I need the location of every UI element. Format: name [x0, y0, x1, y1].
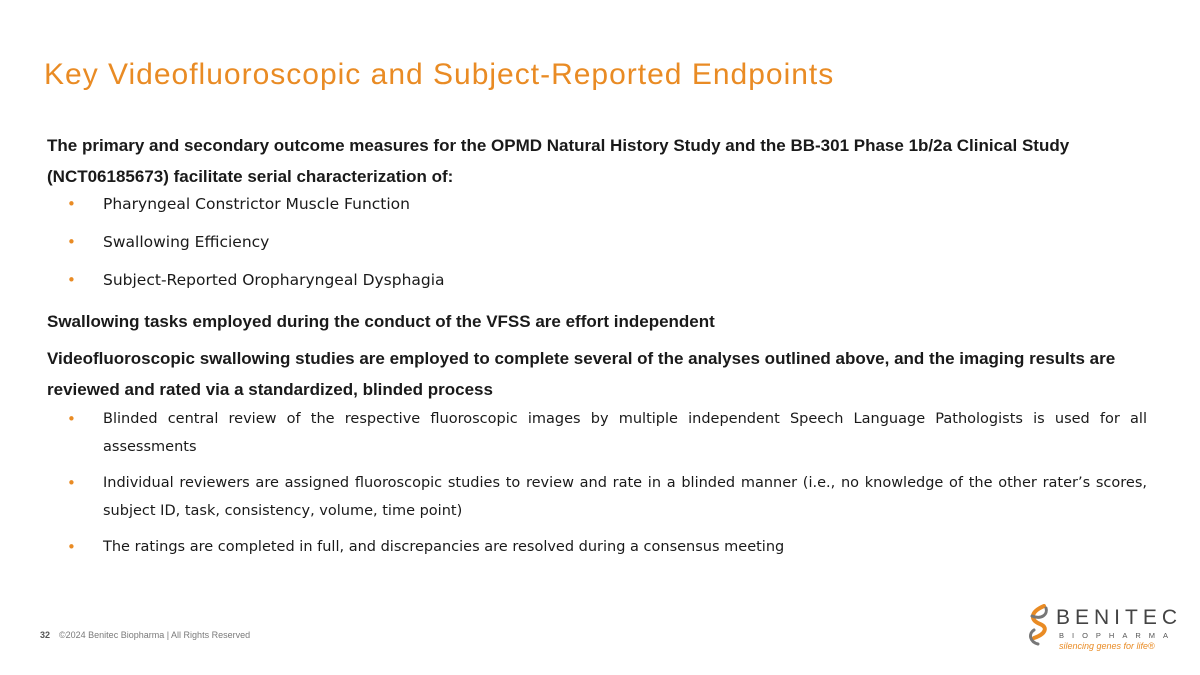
list-item: [47, 230, 1147, 255]
list-item: [47, 469, 1147, 525]
list-item-text: Blinded central review of the respective fluoroscopic images by multiple independent Speech Language Pathologists is used for all assessments: [103, 411, 1147, 455]
effort-statement: Swallowing tasks employed during the conduct of the VFSS are effort independent: [47, 312, 715, 331]
page-number: 32: [40, 630, 51, 640]
list-item: [47, 192, 1147, 217]
bullet-icon: •: [67, 410, 76, 428]
slide-title: Key Videofluoroscopic and Subject-Reported Endpoints: [44, 58, 835, 91]
review-process-list: [47, 405, 1147, 561]
slide-content: [47, 130, 1147, 569]
company-logo: [1026, 604, 1183, 656]
vfss-statement: Videofluoroscopic swallowing studies are employed to complete several of the analyses outlined above, and the imaging results are reviewed and rated via a standardized, blinded process: [47, 349, 1116, 399]
logo-name: BENITEC: [1056, 606, 1183, 629]
bullet-icon: •: [67, 195, 76, 213]
list-item-text: The ratings are completed in full, and discrepancies are resolved during a consensus meeting: [103, 539, 785, 555]
list-item: [47, 268, 1147, 293]
list-item: [47, 405, 1147, 461]
list-item-text: Pharyngeal Constrictor Muscle Function: [103, 195, 410, 213]
list-item-text: Individual reviewers are assigned fluoroscopic studies to review and rate in a blinded manner (i.e., no knowledge of the other rater’s scores, subject ID, task, consistency, volume, time point): [103, 475, 1147, 519]
list-item-text: Swallowing Efficiency: [103, 233, 270, 251]
list-item: [47, 533, 1147, 561]
intro-heading: The primary and secondary outcome measures for the OPMD Natural History Study and the BB-301 Phase 1b/2a Clinical Study (NCT06185673) facilitate serial characterization of:: [47, 136, 1070, 186]
copyright-text: ©2024 Benitec Biopharma | All Rights Reserved: [59, 630, 251, 640]
bullet-icon: •: [67, 474, 76, 492]
bullet-icon: •: [67, 271, 76, 289]
logo-subtitle: BIOPHARMA: [1059, 631, 1177, 640]
characterization-list: [47, 192, 1147, 293]
logo-tagline: silencing genes for life®: [1059, 641, 1155, 651]
list-item-text: Subject-Reported Oropharyngeal Dysphagia: [103, 271, 445, 289]
bullet-icon: •: [67, 538, 76, 556]
helix-logo-icon: [1026, 604, 1052, 646]
bullet-icon: •: [67, 233, 76, 251]
slide-footer: [40, 630, 250, 640]
